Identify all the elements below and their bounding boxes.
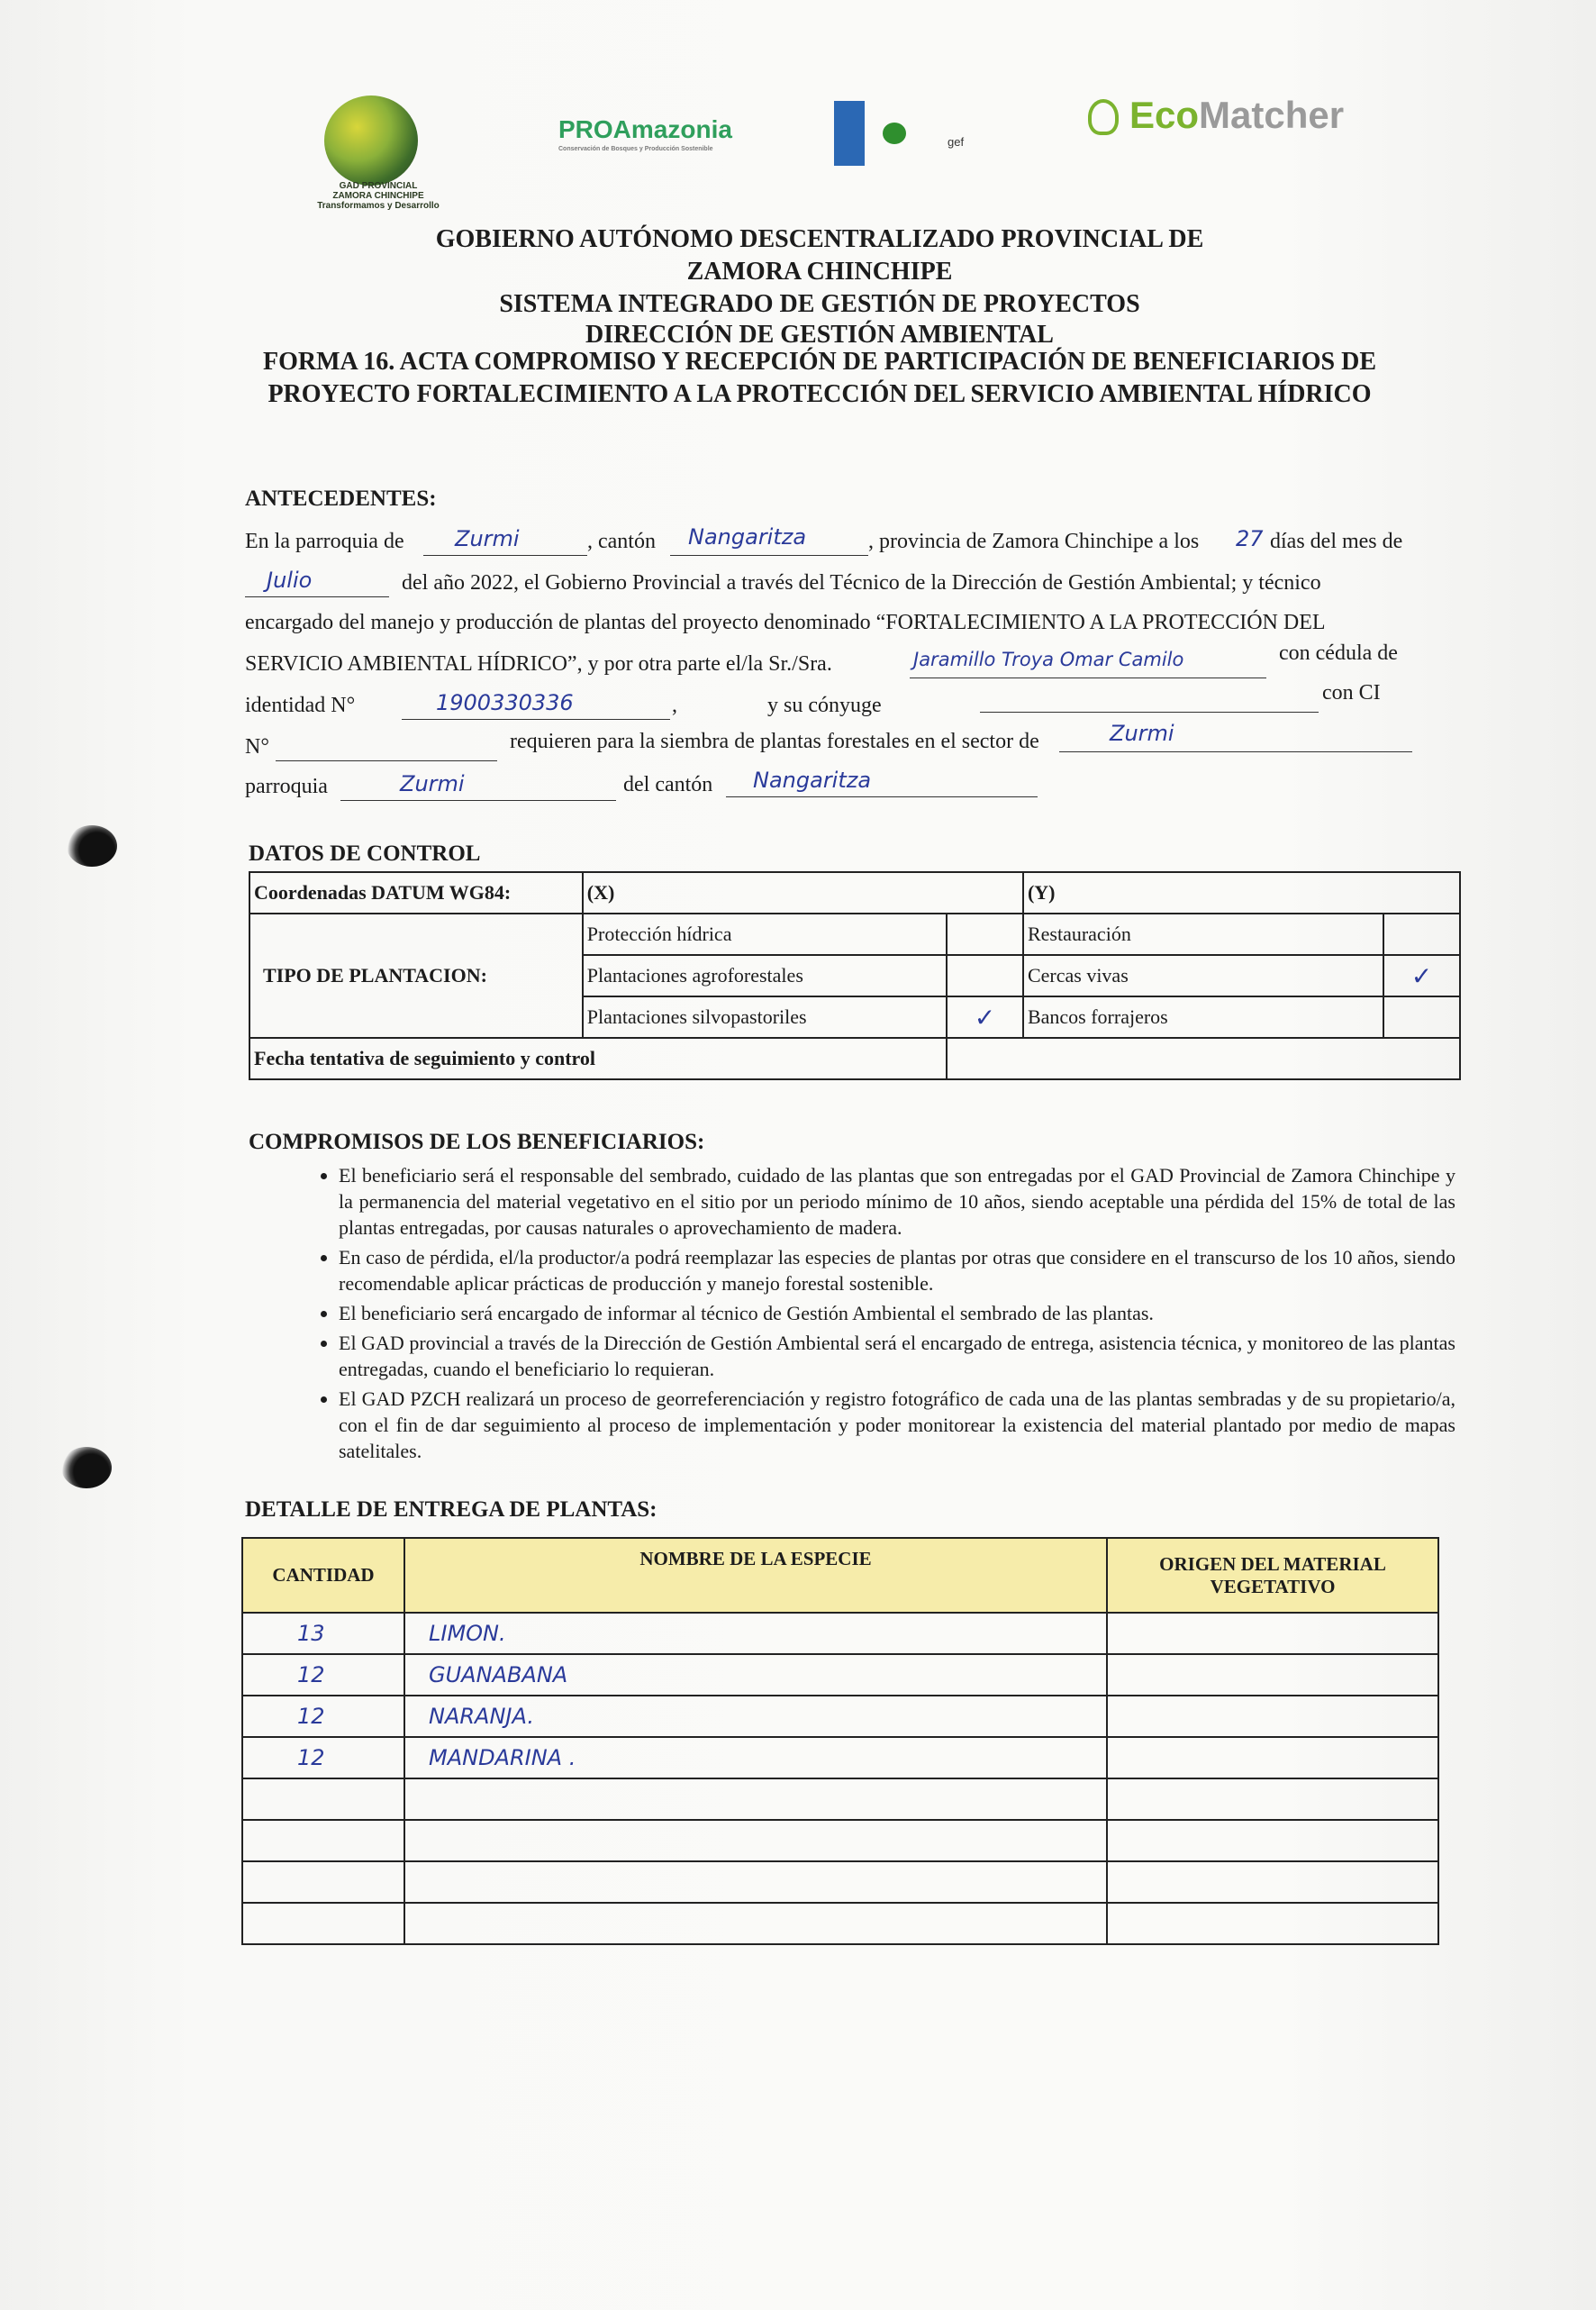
origen-cell[interactable]	[1107, 1820, 1438, 1861]
antecedentes-text-14: requieren para la siembra de plantas forestales en el sector de	[510, 730, 1039, 753]
origen-cell[interactable]	[1107, 1613, 1438, 1654]
table-row	[242, 1861, 1438, 1903]
conyuge-field[interactable]	[980, 687, 1319, 713]
table-row	[242, 1696, 1438, 1737]
especie-cell[interactable]: LIMON.	[404, 1613, 1107, 1654]
compromiso-item: • El GAD provincial a través de la Dirección de Gestión Ambiental será el encargado de entrega, asistencia técnica, y monitoreo de las plantas entregadas, cuando el beneficiario lo requieran.	[339, 1330, 1455, 1382]
antecedentes-text-1: En la parroquia de	[245, 530, 404, 553]
option-cercas-vivas: Cercas vivas	[1023, 955, 1383, 996]
title-line-3: SISTEMA INTEGRADO DE GESTIÓN DE PROYECTOS	[499, 290, 1140, 318]
cantidad-cell[interactable]	[242, 1820, 404, 1861]
antecedentes-text-13: N°	[245, 735, 269, 759]
punch-hole-bottom	[61, 1447, 112, 1488]
proamazonia-logo-subtitle: Conservación de Bosques y Producción Sostenible	[558, 146, 713, 152]
table-row	[242, 1778, 1438, 1820]
origen-cell[interactable]	[1107, 1737, 1438, 1778]
antecedentes-text-16: del cantón	[623, 773, 713, 796]
gad-zamora-logo	[306, 86, 459, 213]
title-line-1: GOBIERNO AUTÓNOMO DESCENTRALIZADO PROVINCIAL DE	[435, 225, 1204, 253]
especie-cell[interactable]: NARANJA.	[404, 1696, 1107, 1737]
compromiso-item: • En caso de pérdida, el/la productor/a podrá reemplazar las especies de plantas por otras que considere en el transcurso de los 10 años, siendo recomendable aplicar prácticas de producción y manejo forestal sostenible.	[339, 1244, 1455, 1296]
compromiso-item: • El beneficiario será el responsable del sembrado, cuidado de las plantas que son entregadas por el GAD Provincial de Zamora Chinchipe y la permanencia del material vegetativo en el sitio por un periodo mínimo de 10 años, siendo aceptable una pérdida del 15% de total de las plantas entregadas, por causas naturales o aprovechamiento de madera.	[339, 1162, 1455, 1241]
fecha-seguimiento-label: Fecha tentativa de seguimiento y control	[249, 1038, 947, 1079]
canton-handwritten: Nangaritza	[688, 524, 807, 550]
antecedentes-text-7: SERVICIO AMBIENTAL HÍDRICO”, y por otra parte el/la Sr./Sra.	[245, 652, 832, 676]
cedula-handwritten: 1900330336	[436, 690, 574, 715]
col-cantidad: CANTIDAD	[242, 1538, 404, 1613]
antecedentes-text-2: , cantón	[587, 530, 656, 553]
option-restauracion: Restauración	[1023, 914, 1383, 955]
compromisos-heading: COMPROMISOS DE LOS BENEFICIARIOS:	[249, 1130, 705, 1154]
table-row	[242, 1903, 1438, 1944]
detalle-header-row	[242, 1538, 1438, 1613]
undp-logo	[834, 101, 865, 166]
antecedentes-text-12: con CI	[1322, 681, 1381, 705]
origen-cell[interactable]	[1107, 1778, 1438, 1820]
title-line-6: PROYECTO FORTALECIMIENTO A LA PROTECCIÓN DEL SERVICIO AMBIENTAL HÍDRICO	[268, 380, 1372, 408]
gad-logo-caption: GAD PROVINCIAL ZAMORA CHINCHIPE Transformamos y Desarrollo	[317, 181, 440, 211]
proamazonia-logo-text: PROAmazonia	[558, 115, 732, 143]
checkbox-plantaciones-silvopastoriles[interactable]: ✓	[947, 996, 1023, 1038]
origen-cell[interactable]	[1107, 1861, 1438, 1903]
antecedentes-text-11: y su cónyuge	[767, 694, 882, 717]
antecedentes-text-9: identidad N°	[245, 694, 356, 717]
gef-logo: gef	[948, 135, 965, 149]
compromisos-list	[297, 1162, 1455, 1468]
col-especie: NOMBRE DE LA ESPECIE	[404, 1538, 1107, 1613]
cantidad-cell[interactable]: 13	[242, 1613, 404, 1654]
partner-logo-circle	[883, 123, 906, 144]
proamazonia-logo	[558, 115, 732, 152]
datos-control-heading: DATOS DE CONTROL	[249, 841, 481, 866]
antecedentes-text-5: del año 2022, el Gobierno Provincial a través del Técnico de la Dirección de Gestión Ambiental; y técnico	[402, 571, 1321, 595]
cantidad-cell[interactable]	[242, 1778, 404, 1820]
detalle-heading: DETALLE DE ENTREGA DE PLANTAS:	[245, 1497, 657, 1522]
antecedentes-text-4: días del mes de	[1270, 530, 1403, 553]
cantidad-cell[interactable]	[242, 1903, 404, 1944]
antecedentes-text-8: con cédula de	[1279, 641, 1398, 665]
coord-x-label: (X)	[583, 872, 1023, 914]
option-bancos-forrajeros: Bancos forrajeros	[1023, 996, 1383, 1038]
table-row	[242, 1654, 1438, 1696]
parroquia-handwritten: Zurmi	[455, 526, 520, 551]
checkbox-cercas-vivas[interactable]: ✓	[1383, 955, 1460, 996]
origen-cell[interactable]	[1107, 1696, 1438, 1737]
ecomatcher-logo-eco: Eco	[1129, 94, 1200, 136]
checkbox-proteccion-hidrica[interactable]	[947, 914, 1023, 955]
antecedentes-heading: ANTECEDENTES:	[245, 487, 437, 511]
origen-cell[interactable]	[1107, 1903, 1438, 1944]
table-row	[242, 1737, 1438, 1778]
especie-cell[interactable]	[404, 1861, 1107, 1903]
datos-control-table	[249, 871, 1461, 1080]
checkbox-restauracion[interactable]	[1383, 914, 1460, 955]
cantidad-cell[interactable]: 12	[242, 1737, 404, 1778]
table-row	[242, 1820, 1438, 1861]
especie-cell[interactable]: GUANABANA	[404, 1654, 1107, 1696]
coordenadas-label: Coordenadas DATUM WG84:	[249, 872, 583, 914]
title-line-5: FORMA 16. ACTA COMPROMISO Y RECEPCIÓN DE PARTICIPACIÓN DE BENEFICIARIOS DE	[262, 348, 1377, 376]
detalle-entrega-table	[241, 1537, 1439, 1945]
title-line-2: ZAMORA CHINCHIPE	[686, 258, 953, 286]
especie-cell[interactable]: MANDARINA .	[404, 1737, 1107, 1778]
fecha-seguimiento-field[interactable]	[947, 1038, 1460, 1079]
dias-handwritten: 27	[1236, 526, 1264, 551]
col-origen: ORIGEN DEL MATERIAL VEGETATIVO	[1107, 1538, 1438, 1613]
compromiso-item: • El GAD PZCH realizará un proceso de georreferenciación y registro fotográfico de cada una de las plantas sembradas y de su propietario/a, con el fin de dar seguimiento al proceso de implementación y poder monitorear la existencia del material plantado por medio de mapas satelitales.	[339, 1386, 1455, 1464]
antecedentes-text-6: encargado del manejo y producción de plantas del proyecto denominado “FORTALECIMIENTO A LA PROTECCIÓN DEL	[245, 611, 1326, 634]
especie-cell[interactable]	[404, 1778, 1107, 1820]
parroquia2-field[interactable]	[340, 775, 616, 801]
antecedentes-text-3: , provincia de Zamora Chinchipe a los	[868, 530, 1200, 553]
origen-cell[interactable]	[1107, 1654, 1438, 1696]
title-line-4: DIRECCIÓN DE GESTIÓN AMBIENTAL	[585, 321, 1054, 349]
option-proteccion-hidrica: Protección hídrica	[583, 914, 947, 955]
especie-cell[interactable]	[404, 1820, 1107, 1861]
coord-y-label: (Y)	[1023, 872, 1460, 914]
cantidad-cell[interactable]: 12	[242, 1654, 404, 1696]
ecomatcher-logo	[1129, 94, 1344, 137]
table-row	[242, 1613, 1438, 1654]
sector-handwritten: Zurmi	[1110, 721, 1174, 746]
cantidad-cell[interactable]	[242, 1861, 404, 1903]
checkbox-bancos-forrajeros[interactable]	[1383, 996, 1460, 1038]
option-plantaciones-agroforestales: Plantaciones agroforestales	[583, 955, 947, 996]
conyuge-ci-field[interactable]	[276, 735, 497, 761]
punch-hole-top	[67, 825, 117, 867]
gad-logo-emblem	[324, 95, 418, 186]
parroquia2-handwritten: Zurmi	[400, 771, 465, 796]
beneficiario-nombre-handwritten: Jaramillo Troya Omar Camilo	[913, 649, 1184, 670]
mes-handwritten: Julio	[267, 568, 313, 593]
tipo-plantacion-label: TIPO DE PLANTACION:	[249, 914, 583, 1038]
cantidad-cell[interactable]: 12	[242, 1696, 404, 1737]
especie-cell[interactable]	[404, 1903, 1107, 1944]
canton2-handwritten: Nangaritza	[753, 768, 872, 793]
compromiso-item: • El beneficiario será encargado de informar al técnico de Gestión Ambiental el sembrado de las plantas.	[339, 1300, 1455, 1326]
ecomatcher-logo-matcher: Matcher	[1199, 94, 1345, 136]
checkbox-plantaciones-agroforestales[interactable]	[947, 955, 1023, 996]
antecedentes-text-10: ,	[672, 694, 677, 717]
lightbulb-icon	[1088, 99, 1119, 135]
option-plantaciones-silvopastoriles: Plantaciones silvopastoriles	[583, 996, 947, 1038]
antecedentes-text-15: parroquia	[245, 775, 328, 798]
